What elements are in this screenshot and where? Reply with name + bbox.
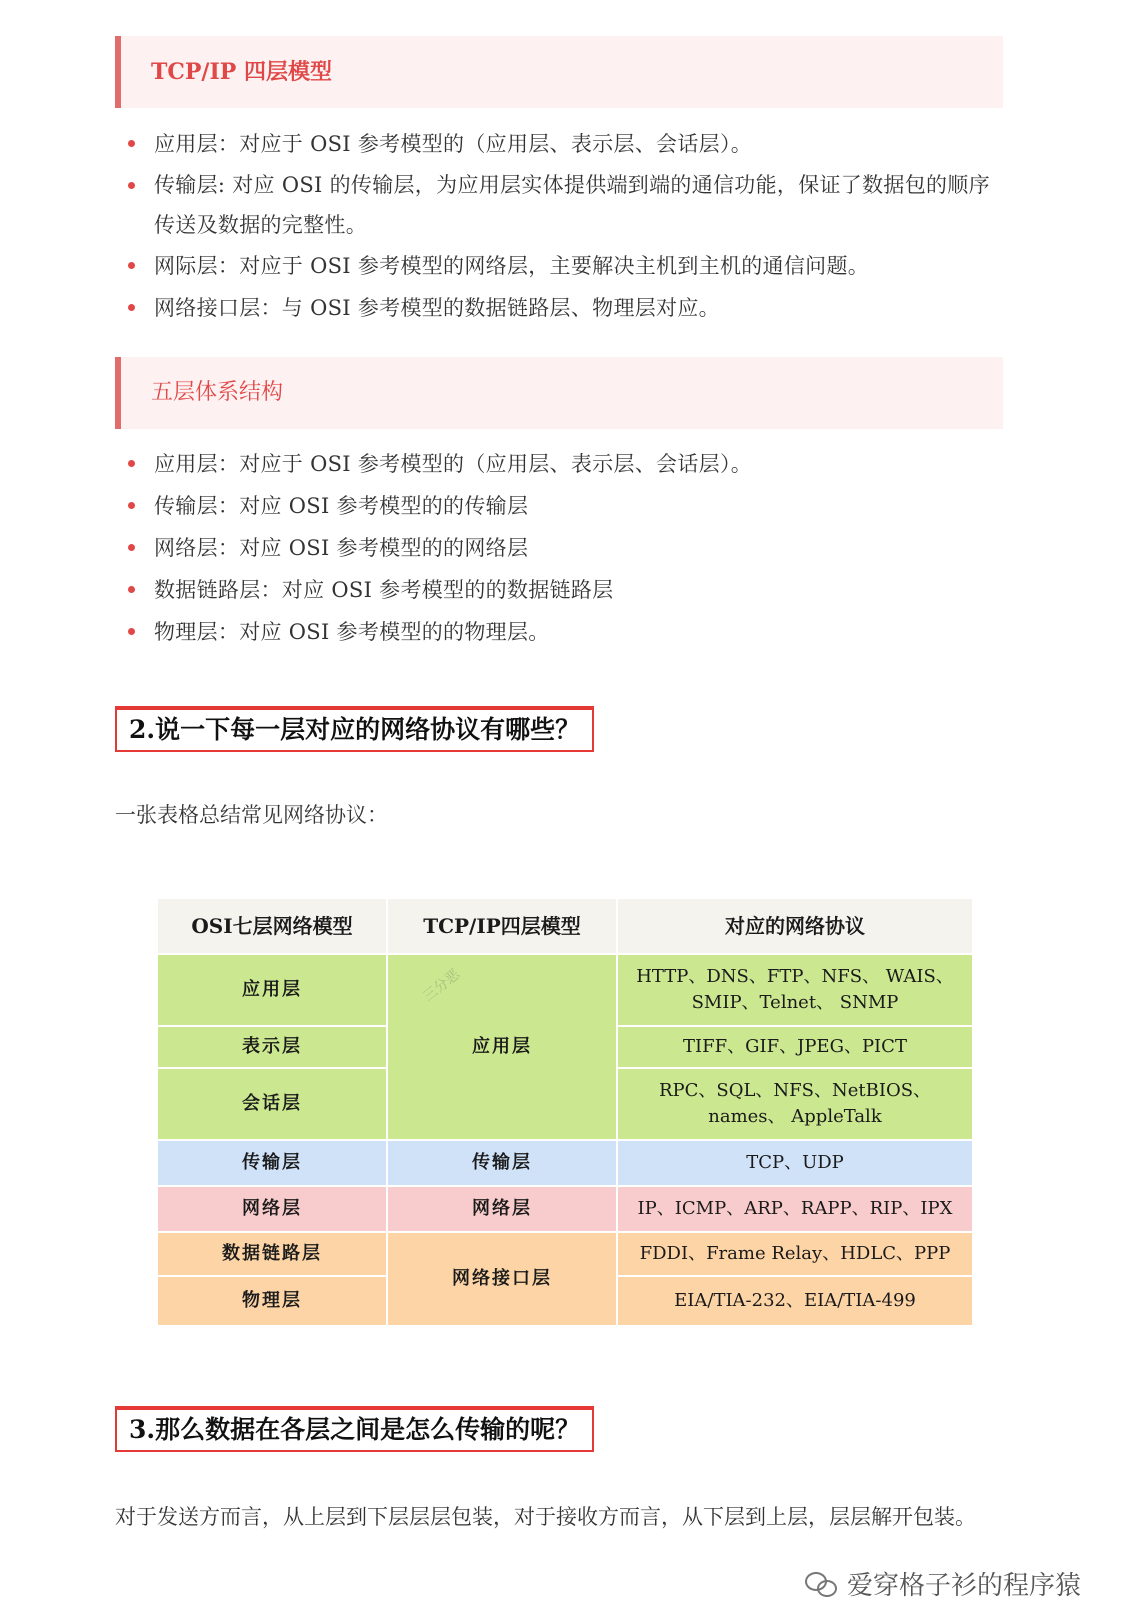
bullet-icon: [128, 182, 135, 189]
list-item: 网际层：对应于 OSI 参考模型的网络层，主要解决主机到主机的通信问题。: [120, 245, 1010, 287]
bullet-icon: [128, 460, 135, 467]
account-name: 爱穿格子衫的程序猿: [847, 1571, 1082, 1601]
osi-cell: 应用层: [157, 954, 387, 1026]
tcpip-cell: 应用层: [387, 954, 617, 1140]
protocol-cell: RPC、SQL、NFS、NetBIOS、names、 AppleTalk: [617, 1068, 973, 1140]
bullet-icon: [128, 304, 135, 311]
table-watermark: 三分恶: [420, 966, 464, 1006]
header-tcpip: TCP/IP四层模型: [387, 898, 617, 954]
tcpip-cell: 网络接口层: [387, 1232, 617, 1326]
osi-cell: 会话层: [157, 1068, 387, 1140]
protocol-cell: TCP、UDP: [617, 1140, 973, 1186]
protocol-cell: TIFF、GIF、JPEG、PICT: [617, 1026, 973, 1068]
osi-cell: 传输层: [157, 1140, 387, 1186]
table-row: [157, 1232, 973, 1276]
five-layer-list: [120, 443, 1010, 653]
osi-cell: 数据链路层: [157, 1232, 387, 1276]
osi-cell: 网络层: [157, 1186, 387, 1232]
question-heading: 2.说一下每一层对应的网络协议有哪些？: [115, 706, 594, 752]
tcpip-cell: 传输层: [387, 1140, 617, 1186]
list-item: 物理层：对应 OSI 参考模型的的物理层。: [120, 611, 1010, 653]
table-row: [157, 1140, 973, 1186]
question-heading: 3.那么数据在各层之间是怎么传输的呢？: [115, 1406, 594, 1452]
protocol-cell: HTTP、DNS、FTP、NFS、 WAIS、SMIP、Telnet、 SNMP: [617, 954, 973, 1026]
table-row: [157, 1186, 973, 1232]
protocol-cell: EIA/TIA-232、EIA/TIA-499: [617, 1276, 973, 1326]
tcpip-cell: 网络层: [387, 1186, 617, 1232]
account-watermark: [805, 1565, 1081, 1602]
protocol-table: [156, 897, 974, 1327]
section-callout-tcpip: [115, 36, 1003, 108]
header-osi: OSI七层网络模型: [157, 898, 387, 954]
answer-text: 对于发送方而言，从上层到下层层层包装，对于接收方而言，从下层到上层，层层解开包装。: [115, 1505, 976, 1529]
list-item: 传输层：对应 OSI 参考模型的的传输层: [120, 485, 1010, 527]
osi-cell: 物理层: [157, 1276, 387, 1326]
header-protocols: 对应的网络协议: [617, 898, 973, 954]
bullet-icon: [128, 586, 135, 593]
protocol-cell: FDDI、Frame Relay、HDLC、PPP: [617, 1232, 973, 1276]
list-item: 网络层：对应 OSI 参考模型的的网络层: [120, 527, 1010, 569]
bullet-icon: [128, 628, 135, 635]
list-item: 应用层：对应于 OSI 参考模型的（应用层、表示层、会话层）。: [120, 123, 1010, 165]
table-row: [157, 954, 973, 1026]
list-item: 应用层：对应于 OSI 参考模型的（应用层、表示层、会话层）。: [120, 443, 1010, 485]
section-callout-five-layer: [115, 357, 1003, 429]
bullet-icon: [128, 262, 135, 269]
section-title: 五层体系结构: [151, 380, 284, 405]
bullet-icon: [128, 502, 135, 509]
wechat-icon: [805, 1570, 839, 1598]
osi-cell: 表示层: [157, 1026, 387, 1068]
intro-text: 一张表格总结常见网络协议：: [115, 803, 388, 827]
table-header-row: [157, 898, 973, 954]
list-item: 网络接口层：与 OSI 参考模型的数据链路层、物理层对应。: [120, 287, 1010, 329]
protocol-cell: IP、ICMP、ARP、RAPP、RIP、IPX: [617, 1186, 973, 1232]
list-item: 数据链路层：对应 OSI 参考模型的的数据链路层: [120, 569, 1010, 611]
bullet-icon: [128, 140, 135, 147]
section-title: TCP/IP 四层模型: [151, 59, 332, 85]
list-item: 传输层: 对应 OSI 的传输层，为应用层实体提供端到端的通信功能，保证了数据包的顺序传送及数据的完整性。: [120, 165, 1010, 245]
tcpip-layer-list: [120, 123, 1010, 329]
bullet-icon: [128, 544, 135, 551]
